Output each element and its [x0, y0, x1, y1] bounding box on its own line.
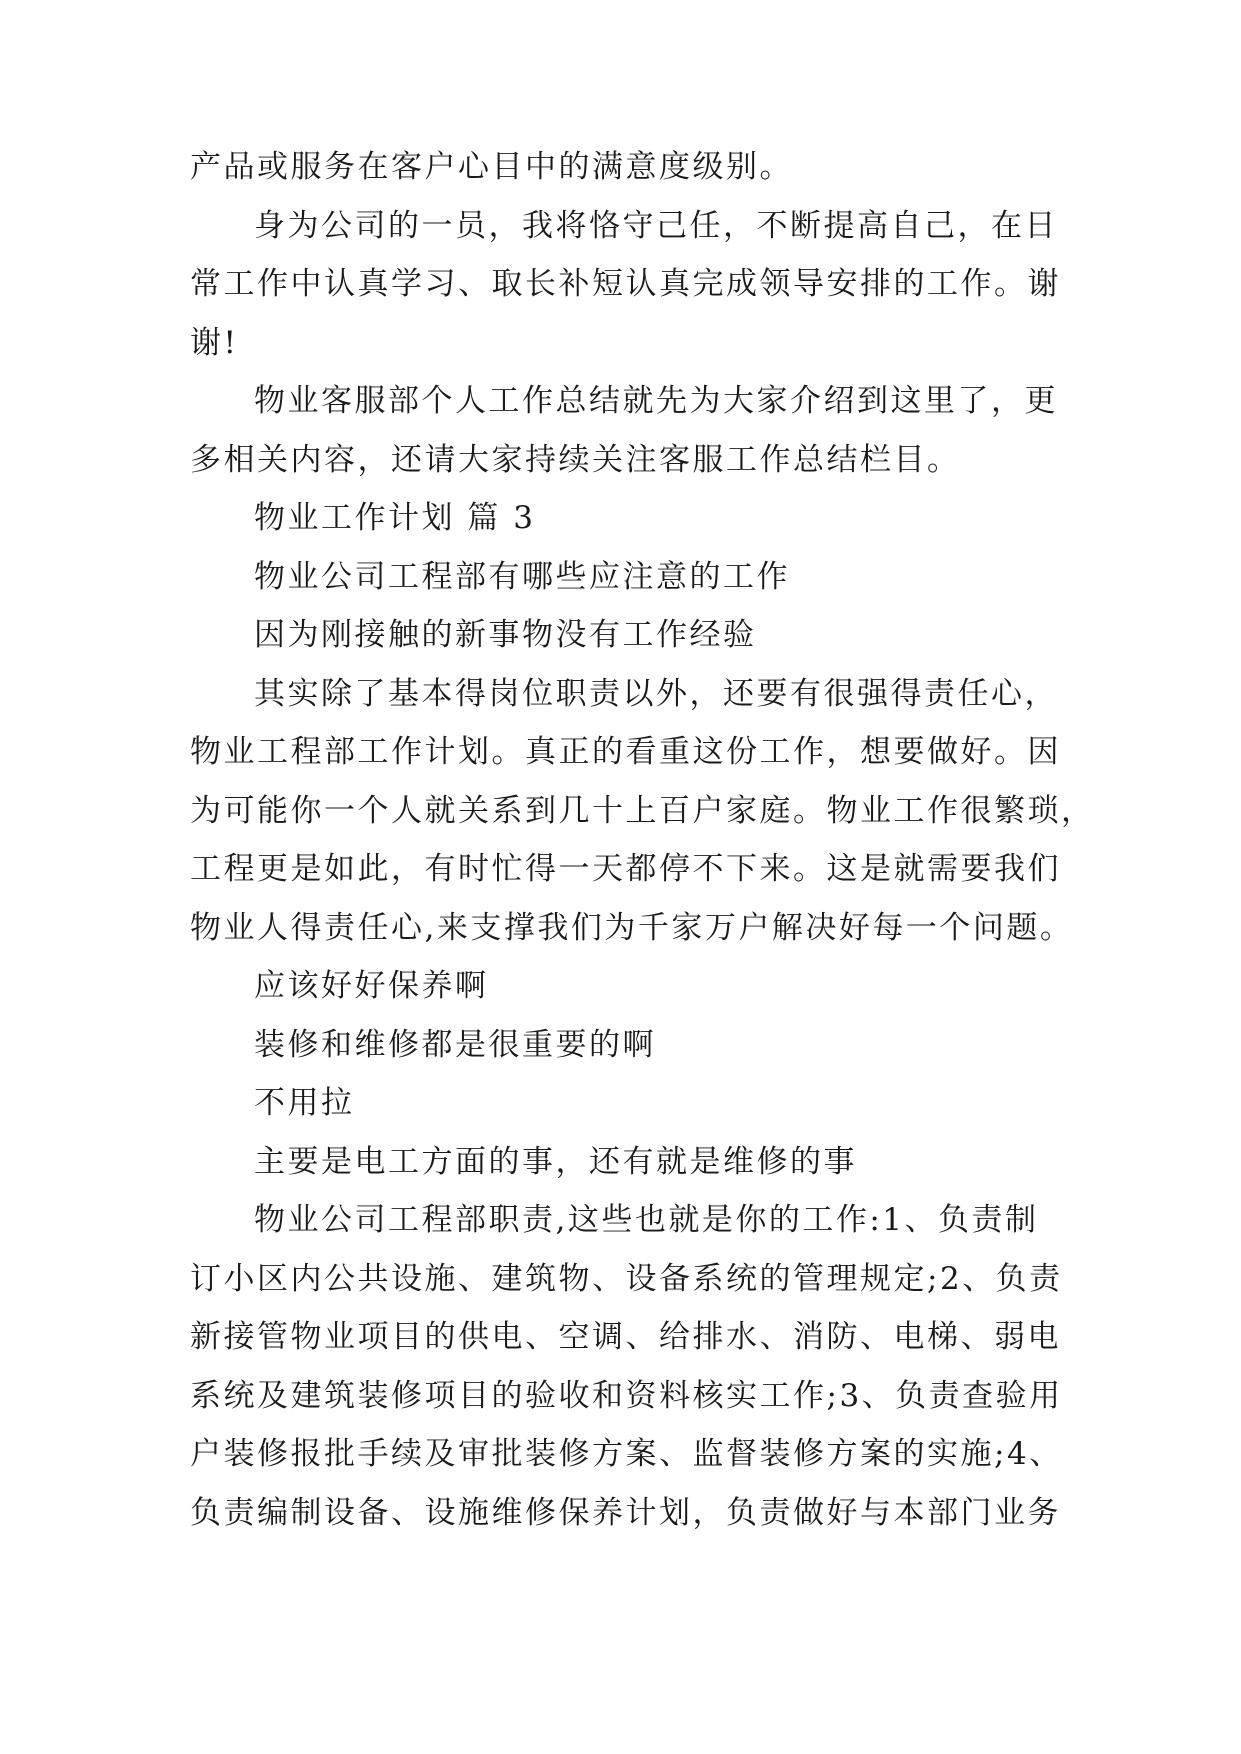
- text-line: 不用拉: [254, 1085, 355, 1121]
- text-line: 装修和维修都是很重要的啊: [254, 1026, 656, 1063]
- text-line: 物业客服部个人工作总结就先为大家介绍到这里了，更: [254, 383, 1058, 419]
- text-line: 常工作中认真学习、取长补短认真完成领导安排的工作。谢: [190, 266, 1061, 302]
- text-line: 多相关内容，还请大家持续关注客服工作总结栏目。: [190, 441, 961, 478]
- text-line: 为可能你一个人就关系到几十上百户家庭。物业工作很繁琐，: [190, 792, 1095, 829]
- text-line: 户装修报批手续及审批装修方案、监督装修方案的实施;4、: [190, 1436, 1063, 1472]
- text-line: 应该好好保养啊: [254, 968, 489, 1004]
- text-line: 新接管物业项目的供电、空调、给排水、消防、电梯、弱电: [190, 1319, 1061, 1355]
- text-line: 物业工程部工作计划。真正的看重这份工作，想要做好。因: [190, 734, 1061, 770]
- text-line: 系统及建筑装修项目的验收和资料核实工作;3、负责查验用: [190, 1377, 1063, 1414]
- text-line: 物业公司工程部职责,这些也就是你的工作:1、负责制: [254, 1202, 1039, 1238]
- text-line: 物业工作计划 篇 3: [254, 500, 536, 536]
- body-text: [190, 138, 1095, 1542]
- text-line: 谢!: [190, 324, 239, 361]
- text-line: 身为公司的一员，我将恪守己任，不断提高自己，在日: [254, 207, 1058, 244]
- text-line: 主要是电工方面的事，还有就是维修的事: [254, 1143, 857, 1180]
- text-line: 因为刚接触的新事物没有工作经验: [254, 617, 757, 653]
- text-line: 工程更是如此，有时忙得一天都停不下来。这是就需要我们: [190, 851, 1061, 887]
- text-line: 产品或服务在客户心目中的满意度级别。: [190, 149, 793, 185]
- text-line: 物业公司工程部有哪些应注意的工作: [254, 558, 790, 595]
- text-line: 负责编制设备、设施维修保养计划，负责做好与本部门业务: [190, 1494, 1061, 1531]
- text-line: 其实除了基本得岗位职责以外，还要有很强得责任心，: [254, 675, 1058, 712]
- text-line: 订小区内公共设施、建筑物、设备系统的管理规定;2、负责: [190, 1260, 1063, 1297]
- text-line: 物业人得责任心,来支撑我们为千家万户解决好每一个问题。: [190, 909, 1074, 946]
